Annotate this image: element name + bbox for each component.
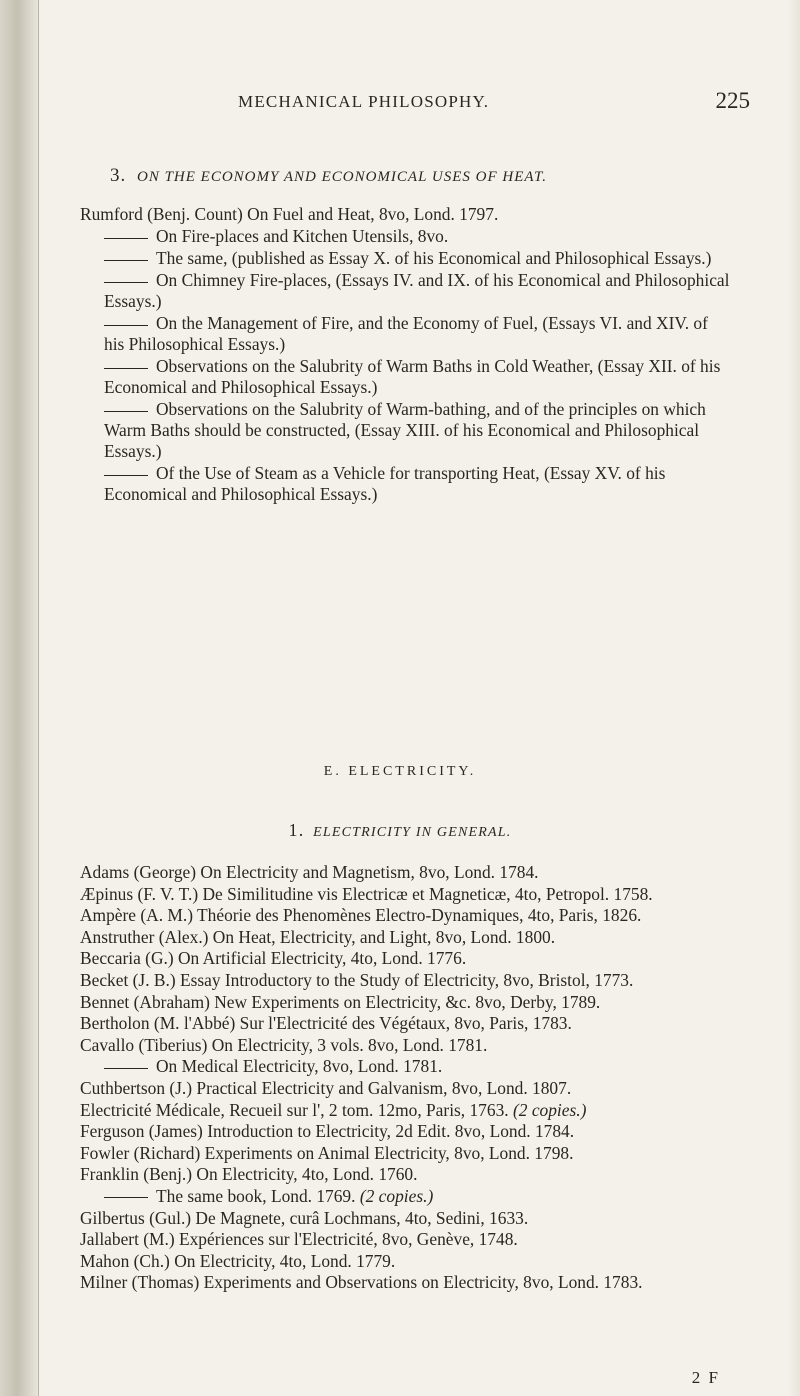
list-item: Observations on the Salubrity of Warm-bathing, and of the principles on which Warm Baths should be constructed, (Essay XIII. of his Economical and Philosophical Essays.) bbox=[104, 399, 706, 461]
list-item: Jallabert (M.) Expériences sur l'Electricité, 8vo, Genève, 1748. bbox=[80, 1229, 518, 1250]
list-item: Ferguson (James) Introduction to Electricity, 2d Edit. 8vo, Lond. 1784. bbox=[80, 1121, 575, 1142]
copies-note: (2 copies.) bbox=[359, 1185, 434, 1206]
list-item: Bennet (Abraham) New Experiments on Electricity, &c. 8vo, Derby, 1789. bbox=[80, 991, 601, 1012]
list-item: On Fire-places and Kitchen Utensils, 8vo. bbox=[80, 226, 730, 247]
ditto-dash bbox=[104, 1197, 148, 1198]
ditto-dash bbox=[104, 368, 148, 369]
book-page bbox=[70, 0, 750, 1396]
section-title: ON THE ECONOMY AND ECONOMICAL USES OF HEAT. bbox=[137, 169, 547, 185]
subsubsection-number: 1. bbox=[288, 820, 305, 840]
list-item: Æpinus (F. V. T.) De Similitudine vis Electricæ et Magneticæ, 4to, Petropol. 1758. bbox=[80, 883, 653, 904]
page-binding-edge bbox=[0, 0, 39, 1396]
ditto-dash bbox=[104, 325, 148, 326]
signature-mark: 2 F bbox=[691, 1368, 720, 1387]
section-heading bbox=[110, 165, 710, 187]
list-item: On Chimney Fire-places, (Essays IV. and IX. of his Economical and Philosophical Essays.) bbox=[104, 270, 730, 311]
section-number: 3. bbox=[110, 165, 127, 186]
ditto-dash bbox=[104, 282, 148, 283]
running-head-title: MECHANICAL PHILOSOPHY. bbox=[238, 92, 490, 111]
list-item: Becket (J. B.) Essay Introductory to the Study of Electricity, 8vo, Bristol, 1773. bbox=[80, 969, 634, 990]
list-item: Milner (Thomas) Experiments and Observations on Electricity, 8vo, Lond. 1783. bbox=[80, 1272, 643, 1293]
list-item: Beccaria (G.) On Artificial Electricity, 4to, Lond. 1776. bbox=[80, 948, 467, 969]
list-item: Anstruther (Alex.) On Heat, Electricity, and Light, 8vo, Lond. 1800. bbox=[80, 926, 556, 947]
list-item: Mahon (Ch.) On Electricity, 4to, Lond. 1779. bbox=[80, 1250, 396, 1271]
list-item: Bertholon (M. l'Abbé) Sur l'Electricité des Végétaux, 8vo, Paris, 1783. bbox=[80, 1013, 572, 1034]
ditto-dash bbox=[104, 411, 148, 412]
list-item: Rumford (Benj. Count) On Fuel and Heat, 8vo, Lond. 1797. bbox=[80, 204, 499, 224]
page-number: 225 bbox=[715, 88, 750, 113]
list-item: The same book, Lond. 1769. (2 copies.) bbox=[80, 1186, 730, 1207]
list-item: Fowler (Richard) Experiments on Animal Electricity, 8vo, Lond. 1798. bbox=[80, 1142, 574, 1163]
subsubsection-title: ELECTRICITY IN GENERAL. bbox=[313, 825, 512, 840]
copies-note: (2 copies.) bbox=[512, 1099, 587, 1120]
subsection-heading: E. ELECTRICITY. bbox=[323, 764, 477, 779]
running-head bbox=[70, 88, 750, 118]
list-item: Cavallo (Tiberius) On Electricity, 3 vols. 8vo, Lond. 1781. bbox=[80, 1034, 488, 1055]
ditto-dash bbox=[104, 260, 148, 261]
list-item: Of the Use of Steam as a Vehicle for transporting Heat, (Essay XV. of his Economical and Philosophical Essays.) bbox=[104, 463, 666, 504]
ditto-dash bbox=[104, 475, 148, 476]
list-item: Electricité Médicale, Recueil sur l', 2 tom. 12mo, Paris, 1763. (2 copies.) bbox=[80, 1099, 587, 1120]
list-item: On Medical Electricity, 8vo, Lond. 1781. bbox=[80, 1056, 730, 1077]
ditto-dash bbox=[104, 238, 148, 239]
page-right-edge bbox=[788, 0, 800, 1396]
subsubsection-heading bbox=[70, 820, 730, 841]
electricity-bibliography-list bbox=[80, 862, 730, 1294]
list-item: Cuthbertson (J.) Practical Electricity and Galvanism, 8vo, Lond. 1807. bbox=[80, 1077, 572, 1098]
list-item: Gilbertus (Gul.) De Magnete, curâ Lochmans, 4to, Sedini, 1633. bbox=[80, 1207, 529, 1228]
ditto-dash bbox=[104, 1068, 148, 1069]
list-item: On the Management of Fire, and the Economy of Fuel, (Essays VI. and XIV. of his Philosophical Essays.) bbox=[104, 313, 708, 354]
heat-bibliography-list bbox=[80, 204, 730, 506]
list-item: Adams (George) On Electricity and Magnetism, 8vo, Lond. 1784. bbox=[80, 862, 539, 882]
list-item: Franklin (Benj.) On Electricity, 4to, Lond. 1760. bbox=[80, 1164, 418, 1185]
list-item: Observations on the Salubrity of Warm Baths in Cold Weather, (Essay XII. of his Economical and Philosophical Essays.) bbox=[104, 356, 721, 397]
list-item: Ampère (A. M.) Théorie des Phenomènes Electro-Dynamiques, 4to, Paris, 1826. bbox=[80, 905, 642, 926]
list-item: The same, (published as Essay X. of his Economical and Philosophical Essays.) bbox=[80, 248, 730, 269]
